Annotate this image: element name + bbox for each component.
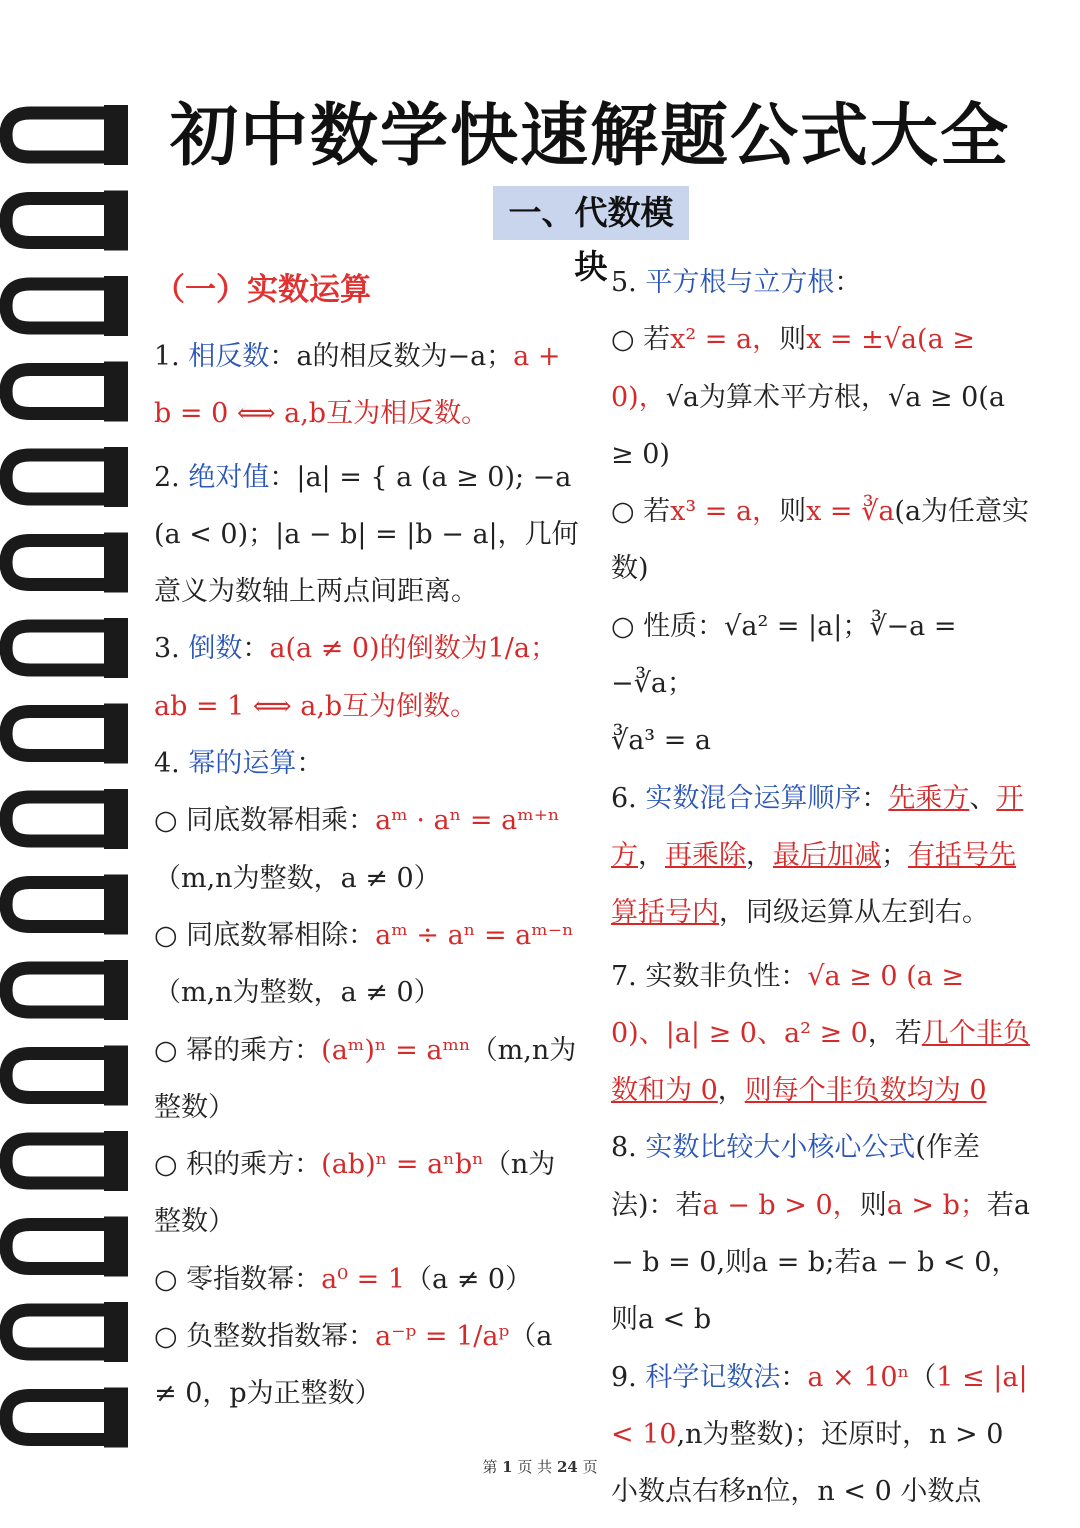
spiral-hole bbox=[104, 1217, 128, 1277]
spiral-coil bbox=[6, 1310, 118, 1354]
item-formula: |a − b| = |b − a|，几何意义为数轴上两点间距离。 bbox=[154, 518, 579, 608]
item-text: ，若 bbox=[867, 1017, 922, 1049]
item-5 bbox=[611, 254, 1036, 311]
bullet-power-of-power bbox=[154, 1022, 579, 1137]
item-text: ,n为整数)；还原时，n > 0 小数点右移n位，n < 0 小数点 bbox=[611, 1418, 1004, 1508]
item-formula: a(a ≠ 0)的倒数为1/a；ab = 1 ⟺ a,b互为倒数。 bbox=[154, 633, 557, 722]
spiral-hole bbox=[104, 533, 128, 593]
bullet-formula: x = ±√a(a ≥ 0)， bbox=[611, 324, 975, 413]
bullet-text: ○ 若 bbox=[611, 496, 671, 528]
item-heading: 倒数 bbox=[188, 633, 243, 665]
item-formula: a > b； bbox=[886, 1189, 987, 1221]
spiral-hole bbox=[104, 1131, 128, 1191]
item-text: (作差法)：若 bbox=[611, 1132, 980, 1221]
spiral-hole bbox=[104, 362, 128, 422]
item-text: ： bbox=[296, 748, 324, 780]
bullet-label: 同底数幂相乘： bbox=[186, 805, 376, 837]
bullet-formula: a⁰ = 1 bbox=[321, 1263, 406, 1295]
item-heading: 相反数 bbox=[188, 341, 270, 372]
item-formula: √a ≥ 0 (a ≥ 0)、|a| ≥ 0、a² ≥ 0 bbox=[611, 960, 965, 1049]
item-text: ； bbox=[881, 839, 908, 871]
bullet-formula: x² = a， bbox=[670, 324, 780, 356]
bullet-zero-exponent bbox=[154, 1251, 579, 1308]
spiral-coil bbox=[6, 1396, 118, 1440]
bullet-icon: ○ bbox=[154, 919, 187, 951]
item-heading: 实数混合运算顺序 bbox=[645, 782, 862, 814]
item-number: 1. bbox=[154, 341, 189, 372]
spiral-coil bbox=[6, 284, 118, 328]
left-column bbox=[154, 260, 579, 1423]
spiral-hole bbox=[104, 618, 128, 678]
underlined-text: 最后加减 bbox=[773, 839, 881, 871]
spiral-coil bbox=[6, 712, 118, 756]
underlined-text: 再乘除 bbox=[665, 839, 746, 871]
spiral-coil bbox=[6, 1139, 118, 1183]
bullet-icon: ○ bbox=[154, 1263, 187, 1295]
total-pages: 24 bbox=[556, 1458, 578, 1476]
item-text: ， bbox=[746, 839, 773, 871]
item-formula: 1 ≤ |a| < 10 bbox=[611, 1361, 1028, 1450]
bullet-formula: aᵐ · aⁿ = aᵐ⁺ⁿ bbox=[375, 805, 560, 837]
bullet-icon: ○ bbox=[154, 805, 187, 837]
section-heading: （一）实数运算 bbox=[154, 272, 371, 308]
bullet-formula: x = ∛a bbox=[806, 496, 895, 528]
item-number: 8. bbox=[611, 1132, 646, 1164]
item-text: ， bbox=[638, 839, 665, 871]
underlined-text: 先乘方 bbox=[888, 782, 970, 814]
spiral-coil bbox=[6, 1054, 118, 1098]
spiral-coil bbox=[6, 541, 118, 585]
page-number: 1 bbox=[502, 1458, 513, 1476]
item-text: （ bbox=[909, 1361, 937, 1393]
bullet-negative-exponent bbox=[154, 1308, 579, 1423]
bullet-text: √a为算术平方根，√a ≥ 0(a ≥ 0) bbox=[611, 381, 1005, 470]
bullet-condition: （n为整数） bbox=[154, 1149, 556, 1238]
spiral-hole bbox=[104, 447, 128, 507]
item-3 bbox=[154, 620, 579, 735]
item-2 bbox=[154, 449, 579, 621]
item-7 bbox=[611, 948, 1036, 1120]
item-6 bbox=[611, 770, 1036, 942]
spiral-hole bbox=[104, 960, 128, 1020]
spiral-hole bbox=[104, 789, 128, 849]
bullet-text: ○ 若 bbox=[611, 324, 671, 356]
spiral-hole bbox=[104, 1046, 128, 1106]
spiral-coil bbox=[6, 113, 118, 157]
bullet-same-base-multiply bbox=[154, 792, 579, 907]
spiral-hole bbox=[104, 276, 128, 336]
item-1 bbox=[154, 328, 579, 443]
bullet-power-of-product bbox=[154, 1136, 579, 1251]
item-formula: a + b = 0 ⟺ a,b互为相反数。 bbox=[154, 341, 561, 430]
bullet-text: 则 bbox=[779, 496, 807, 528]
item-4 bbox=[154, 735, 579, 792]
item-9 bbox=[611, 1349, 1036, 1521]
page-footer bbox=[0, 1456, 1080, 1477]
item-8 bbox=[611, 1119, 1036, 1348]
bullet-formula: x³ = a， bbox=[670, 496, 780, 528]
item-formula: a × 10ⁿ bbox=[807, 1361, 910, 1393]
bullet-formula: aᵐ ÷ aⁿ = aᵐ⁻ⁿ bbox=[375, 919, 574, 951]
item-text: ：|a| = { a (a ≥ 0); −a (a < 0)； bbox=[154, 461, 572, 550]
spiral-coil bbox=[6, 455, 118, 499]
spiral-coil bbox=[6, 626, 118, 670]
bullet-condition: （m,n为整数） bbox=[154, 1034, 577, 1123]
spiral-hole bbox=[104, 191, 128, 251]
item-text: ，同级运算从左到右。 bbox=[719, 897, 989, 929]
spiral-coil bbox=[6, 1225, 118, 1269]
page-title: 初中数学快速解题公式大全 bbox=[169, 97, 1010, 176]
bullet-text: ∛a³ = a bbox=[611, 725, 712, 757]
bullet-icon: ○ bbox=[154, 1149, 187, 1181]
item-colon: ： bbox=[861, 782, 889, 814]
bullet-same-base-divide bbox=[154, 907, 579, 1022]
bullet-square-root bbox=[611, 311, 1036, 483]
spiral-coil bbox=[6, 797, 118, 841]
spiral-coil bbox=[6, 199, 118, 243]
spiral-hole bbox=[104, 1388, 128, 1448]
bullet-text: 则 bbox=[779, 324, 807, 356]
spiral-binding bbox=[0, 40, 140, 1480]
item-colon: ： bbox=[780, 1361, 808, 1393]
footer-text: 第 bbox=[482, 1458, 498, 1476]
item-heading: 幂的运算 bbox=[188, 748, 297, 780]
underlined-text: 几个非负数和为 0 bbox=[611, 1017, 1030, 1107]
bullet-properties bbox=[611, 598, 1036, 713]
item-number: 4. bbox=[154, 748, 189, 780]
item-text: 则 bbox=[859, 1189, 887, 1221]
bullet-condition: （m,n为整数，a ≠ 0） bbox=[154, 862, 441, 894]
bullet-label: 积的乘方： bbox=[186, 1149, 322, 1181]
item-text: 、 bbox=[969, 782, 997, 814]
item-text: 7. 实数非负性： bbox=[611, 960, 808, 992]
item-number: 9. bbox=[611, 1361, 646, 1393]
bullet-properties-2 bbox=[611, 712, 1036, 769]
bullet-label: 同底数幂相除： bbox=[186, 919, 376, 951]
spiral-coil bbox=[6, 883, 118, 927]
item-number: 3. bbox=[154, 633, 189, 665]
footer-text: 页 共 bbox=[517, 1458, 553, 1476]
underlined-text: 有括号先算括号内 bbox=[611, 839, 1016, 929]
item-heading: 实数比较大小核心公式 bbox=[645, 1132, 916, 1164]
bullet-icon: ○ bbox=[154, 1321, 187, 1353]
spiral-hole bbox=[104, 105, 128, 165]
spiral-coil bbox=[6, 968, 118, 1012]
item-text: ： bbox=[242, 633, 270, 665]
bullet-condition: （m,n为整数，a ≠ 0） bbox=[154, 977, 441, 1009]
underlined-text: 则每个非负数均为 0 bbox=[744, 1075, 987, 1107]
bullet-label: 幂的乘方： bbox=[186, 1034, 322, 1066]
bullet-formula: (ab)ⁿ = aⁿbⁿ bbox=[321, 1149, 484, 1181]
item-number: 6. bbox=[611, 782, 646, 814]
item-text: ， bbox=[717, 1075, 745, 1107]
bullet-cube-root bbox=[611, 483, 1036, 598]
bullet-label: 负整数指数幂： bbox=[186, 1321, 376, 1353]
spiral-hole bbox=[104, 875, 128, 935]
underlined-text: 开方 bbox=[611, 782, 1024, 871]
right-column bbox=[611, 254, 1036, 1521]
bullet-label: 零指数幂： bbox=[186, 1263, 322, 1295]
module-heading: 一、代数模块 bbox=[493, 186, 689, 240]
item-number: 5. bbox=[611, 267, 646, 298]
item-heading: 科学记数法 bbox=[645, 1361, 781, 1393]
spiral-coil bbox=[6, 370, 118, 414]
bullet-formula: (aᵐ)ⁿ = aᵐⁿ bbox=[321, 1034, 471, 1066]
bullet-text: ○ 性质：√a² = |a|；∛−a = −∛a； bbox=[611, 610, 957, 700]
bullet-text: (a为任意实数) bbox=[611, 496, 1030, 585]
item-text: ：a的相反数为−a； bbox=[269, 341, 514, 372]
bullet-condition: （a ≠ 0） bbox=[405, 1263, 533, 1295]
item-heading: 平方根与立方根 bbox=[645, 267, 835, 298]
bullet-icon: ○ bbox=[154, 1034, 187, 1066]
spiral-hole bbox=[104, 1302, 128, 1362]
item-heading: 绝对值 bbox=[188, 461, 270, 493]
footer-text: 页 bbox=[582, 1458, 598, 1476]
spiral-hole bbox=[104, 704, 128, 764]
bullet-condition: （a ≠ 0，p为正整数） bbox=[154, 1321, 553, 1410]
item-colon: ： bbox=[834, 267, 862, 298]
bullet-formula: a⁻ᵖ = 1/aᵖ bbox=[375, 1321, 510, 1353]
item-formula: a − b > 0， bbox=[702, 1189, 860, 1221]
item-number: 2. bbox=[154, 461, 189, 493]
item-text: 若a − b = 0,则a = b;若a − b < 0，则a < b bbox=[611, 1189, 1030, 1336]
